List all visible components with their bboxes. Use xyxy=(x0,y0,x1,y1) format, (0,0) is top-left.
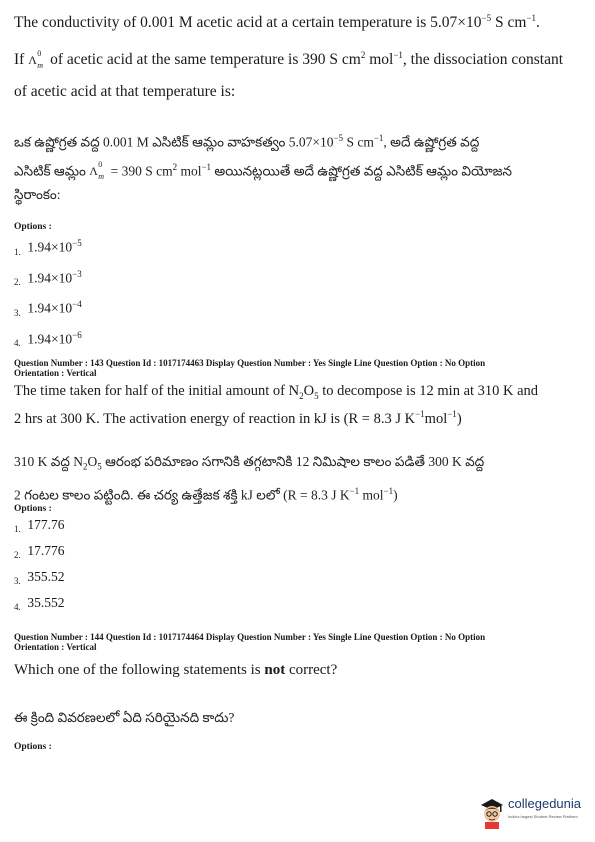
q142-telugu xyxy=(0,126,595,207)
q142-te-line3: స్థిరాంకం: xyxy=(14,187,61,202)
option-item[interactable]: 1. $1.94\times 10^{-5}$ xyxy=(14,238,82,257)
options-title: Options : xyxy=(14,222,52,232)
q143-en-line2: 2 hrs at 300 K. The activation energy of reaction in kJ is (R = 8.3 J $K^{-1}mol^{-1}$) xyxy=(14,408,462,427)
q142-te-line1: ఒక ఉష్ణోగ్రత వద్ద 0.001 M ఎసిటిక్ ఆమ్లం వాహకత్వం $5.07\times 10^{-5}$ S $cm^{-1}$, అదే ఉష్ణోగ్రత వద్ద xyxy=(14,133,480,150)
lambda-symbol: Λ 0 m xyxy=(89,160,104,181)
student-mascot-icon xyxy=(478,795,506,829)
question-orientation: Orientation : Vertical xyxy=(14,368,97,378)
q143-te-line1: 310 K వద్ద $N_2O_5$ ఆరంభ పరిమాణం సగానికి తగ్గటానికి 12 నిమిషాల కాలం పడితే 300 K వద్ద xyxy=(14,454,485,472)
option-item[interactable]: 3. $1.94\times 10^{-4}$ xyxy=(14,299,82,318)
q142-en-line3: of acetic acid at that temperature is: xyxy=(14,83,236,101)
question-meta: Question Number : 143 Question Id : 1017174463 Display Question Number : Yes Single Line Question Option : No Option xyxy=(14,358,486,368)
q142-te-line2: ఎసిటిక్ ఆమ్లం Λ 0 m = 390 S $cm^2$ mol$^{-1}$ అయినట్లయితే అదే ఉష్ణోగ్రత వద్ద ఎసిటిక్ ఆమ్లం వియోజన xyxy=(14,160,513,181)
q143-options xyxy=(0,500,65,618)
logo-tagline: India's largest Student Review Platform xyxy=(508,814,578,819)
option-item[interactable]: 2. $1.94\times 10^{-3}$ xyxy=(14,268,82,287)
q142-options xyxy=(0,218,82,354)
q144-telugu: ఈ క్రింది వివరణలలో ఏది సరియైనది కాదు? xyxy=(14,710,235,725)
q143-header xyxy=(0,358,485,378)
option-item[interactable]: 4. $1.94\times 10^{-6}$ xyxy=(14,329,82,348)
question-meta: Question Number : 144 Question Id : 1017174464 Display Question Number : Yes Single Line Question Option : No Option xyxy=(14,632,486,642)
q144-options xyxy=(0,738,52,752)
option-item[interactable]: 1. 177.76 xyxy=(14,517,65,534)
option-item[interactable]: 3. 355.52 xyxy=(14,569,65,586)
question-orientation: Orientation : Vertical xyxy=(14,642,97,652)
q143-english xyxy=(0,382,595,428)
q142-english xyxy=(0,6,595,104)
q143-en-line1: The time taken for half of the initial amount of $N_2O_5$ to decompose is 12 min at 310 K and xyxy=(14,383,539,401)
options-title: Options : xyxy=(14,742,52,752)
lambda-symbol: Λ 0 m xyxy=(28,49,43,71)
collegedunia-logo xyxy=(478,793,590,833)
q143-te-line2: 2 గంటల కాలం పట్టింది. ఈ చర్య ఉత్తేజక శక్తి kJ లలో (R = 8.3 J $K^{-1}$ mol$^{-1}$) xyxy=(14,485,398,503)
logo-text: collegedunia xyxy=(508,796,582,811)
q144-header xyxy=(0,632,485,652)
q144-english: Which one of the following statements is not correct? xyxy=(14,662,338,678)
option-item[interactable]: 2. 17.776 xyxy=(14,543,65,560)
q143-telugu xyxy=(0,450,595,507)
option-item[interactable]: 4. 35.552 xyxy=(14,595,65,612)
options-title: Options : xyxy=(14,504,52,514)
q142-en-line2: If Λ 0 m of acetic acid at the same temperature is 390 S $cm^2$ mol$^{-1}$, the dissociation constant xyxy=(14,49,564,71)
q142-en-line1: The conductivity of 0.001 M acetic acid at a certain temperature is $5.07\times 10^{-5}$ S $cm^{-1}$. xyxy=(14,13,540,32)
